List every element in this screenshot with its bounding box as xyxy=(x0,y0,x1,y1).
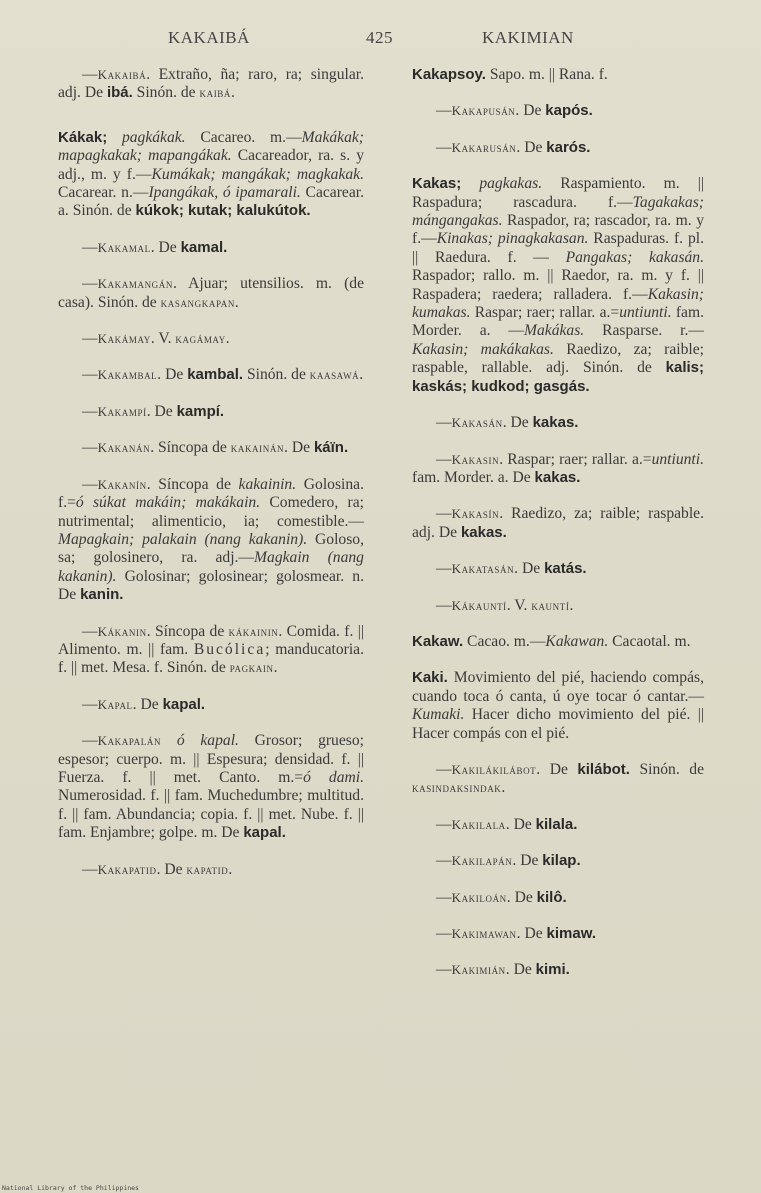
right-column xyxy=(412,66,704,998)
dictionary-entry: —Kakatasán. De katás. xyxy=(436,560,587,578)
header-left-guideword: KAKAIBÁ xyxy=(168,28,250,47)
dictionary-entry: —Kakaibá. Extraño, ña; raro, ra; singular. adj. De ibá. Sinón. de kaibá. xyxy=(58,66,364,102)
dictionary-entry: Kakapsoy. Sapo. m. || Rana. f. xyxy=(412,66,608,83)
dictionary-entry: Kakaw. Cacao. m.—Kakawan. Cacaotal. m. xyxy=(412,632,691,650)
dictionary-entry: —Kakanín. Síncopa de kakainin. Golosina. f.=ó súkat makáin; makákain. Comedero, ra; nutrimental; alimenticio, ia; comestible.—Mapagkain; palakain (nang kakanin). Goloso, sa; golosinero, ra. adj.—Magkain (nang kakanin). Golosinar; golosinear; golosmear. n. De kanin. xyxy=(58,475,364,604)
dictionary-entry: —Kakilala. De kilala. xyxy=(436,815,578,833)
dictionary-entry: —Kakasán. De kakas. xyxy=(436,414,579,432)
dictionary-entry: Kákak; pagkákak. Cacareo. m.—Makákak; mapagkakak; mapangákak. Cacareador, ra. s. y adj., m. y f.—Kumákak; mangákak; magkakak. Cacarear. n.—Ipangákak, ó ipamarali. Cacarear. a. Sinón. de kúkok; kutak; kalukútok. xyxy=(58,128,364,220)
header-right-guideword: KAKIMIAN xyxy=(482,28,574,47)
page-number: 425 xyxy=(366,28,393,47)
dictionary-entry: —Kákanin. Síncopa de kákainin. Comida. f. || Alimento. m. || fam. Bucólica; manducatoria. f. || met. Mesa. f. Sinón. de pagkain. xyxy=(58,622,364,677)
dictionary-entry: —Kakampí. De kampí. xyxy=(82,402,225,420)
dictionary-entry: —Kakasin. Raspar; raer; rallar. a.=untiunti. fam. Morder. a. De kakas. xyxy=(412,450,704,486)
dictionary-entry: —Kákauntí. V. kauntí. xyxy=(436,596,574,614)
dictionary-entry: —Kakapusán. De kapós. xyxy=(436,102,593,120)
dictionary-entry: —Kakilákilábot. De kilábot. Sinón. de kasindaksindak. xyxy=(412,760,704,797)
dictionary-entry: —Kakamangán. Ajuar; utensilios. m. (de casa). Sinón. de kasangkapan. xyxy=(58,275,364,311)
dictionary-entry: —Kakimián. De kimi. xyxy=(436,961,570,979)
dictionary-entry: —Kakarusán. De karós. xyxy=(436,138,591,156)
dictionary-entry: —Kakámay. V. kagámay. xyxy=(82,330,230,348)
dictionary-entry: —Kakimawan. De kimaw. xyxy=(436,925,597,942)
dictionary-entry: —Kakanán. Síncopa de kakainán. De káïn. xyxy=(82,439,349,457)
dictionary-entry: Kakas; pagkakas. Raspamiento. m. || Raspadura; rascadura. f.—Tagakakas; mángangakas. Raspador, ra; rascador, ra. m. y f.—Kinakas; pinagkakasan. Raspaduras. f. pl. || Raedura. f. — Pangakas; kakasán. Raspador; rallo. m. || Raedor, ra. m. y f. || Raspadera; raedera; ralladera. f.—Kakasin; kumakas. Raspar; raer; rallar. a.=untiunti. fam. Morder. a. —Makákas. Rasparse. r.—Kakasin; makákakas. Raedizo, za; raible; raspable, rallable. adj. Sinón. de kalis; kaskás; kudkod; gasgás. xyxy=(412,175,705,395)
dictionary-entry: —Kapal. De kapal. xyxy=(82,695,206,713)
dictionary-entry: Kaki. Movimiento del pié, haciendo compás, cuando toca ó canta, ú oye tocar ó cantar.—Kumaki. Hacer dicho movimiento del pié. || Hacer compás con el pié. xyxy=(412,669,704,742)
dictionary-entry: —Kakapalán ó kapal. Grosor; grueso; espesor; cuerpo. m. || Espesura; densidad. f. || Fuerza. f. || met. Canto. m.=ó dami. Numerosidad. f. || fam. Muchedumbre; multitud. f. || fam. Abundancia; copia. f. || met. Nube. f. || fam. Enjambre; golpe. m. De kapal. xyxy=(58,732,365,842)
dictionary-entry: —Kakilapán. De kilap. xyxy=(436,852,581,870)
dictionary-entry: —Kakapatid. De kapatid. xyxy=(82,860,233,878)
dictionary-entry: —Kakiloán. De kilô. xyxy=(436,888,567,906)
dictionary-entry: —Kakambal. De kambal. Sinón. de kaasawá. xyxy=(82,366,364,384)
left-column xyxy=(58,66,364,897)
page-header xyxy=(0,28,761,52)
dictionary-entry: —Kakamal. De kamal. xyxy=(82,238,228,256)
footer-credit: National Library of the Philippines xyxy=(2,1184,139,1192)
dictionary-entry: —Kakasín. Raedizo, za; raible; raspable. adj. De kakas. xyxy=(412,505,704,541)
